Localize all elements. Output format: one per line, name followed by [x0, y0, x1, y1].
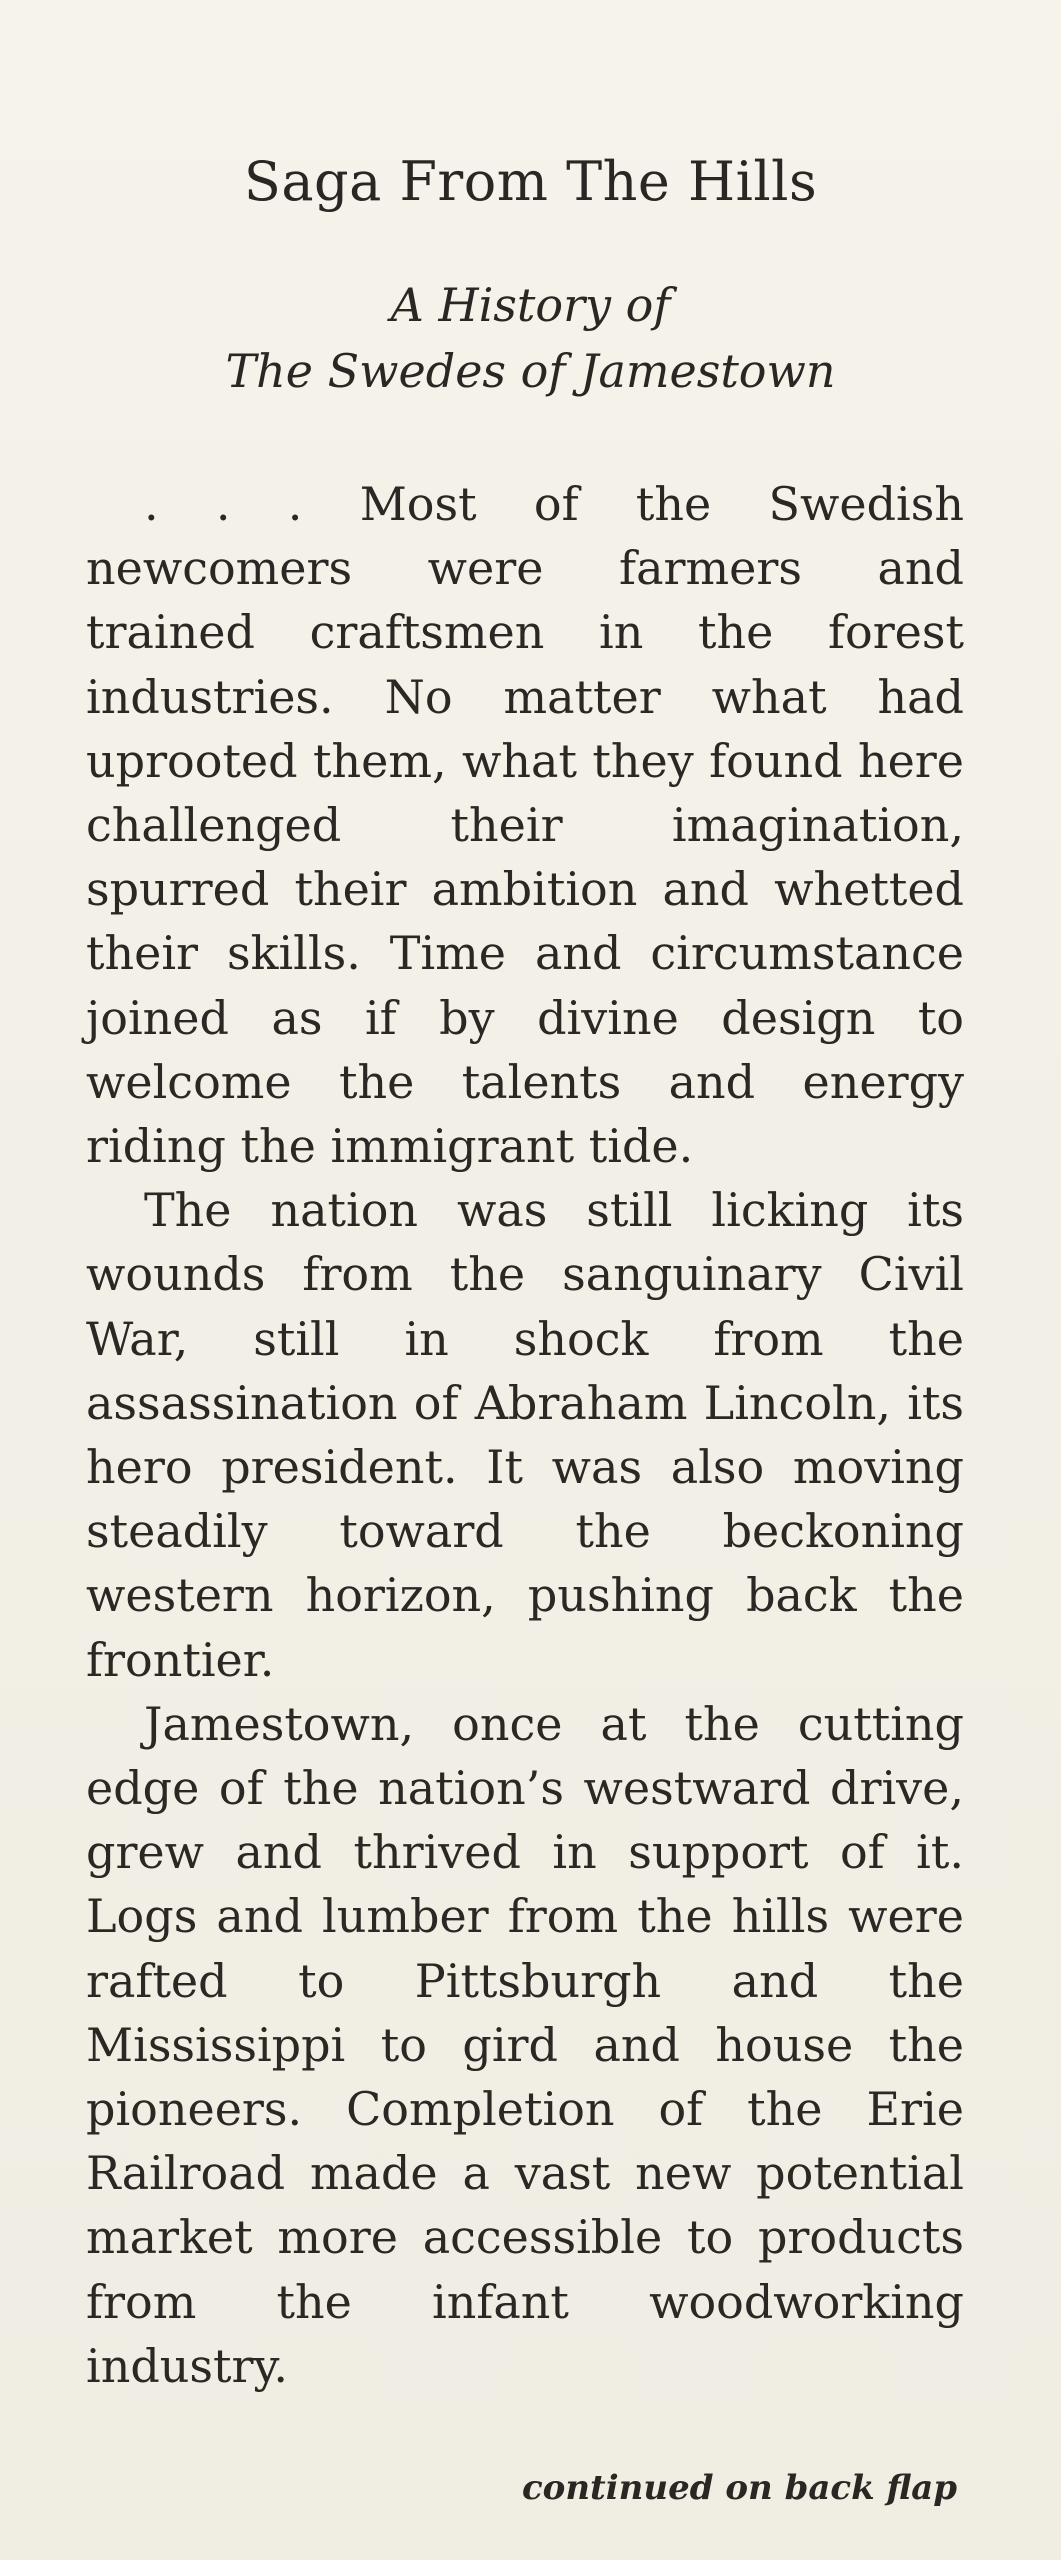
book-title: Saga From The Hills [243, 150, 818, 213]
subtitle-line-1: A History of [390, 278, 671, 332]
paragraph-3: Jamestown, once at the cutting edge of the nation’s westward drive, grew and thrived in support of it. Logs and lumber from the hills were rafted to Pittsburgh and the Mississippi to gird and house the pioneers. Completion of the Erie Railroad made a vast new potential market more accessible to products from the infant woodworking industry. [86, 1696, 964, 2393]
book-subtitle [0, 272, 1061, 404]
paragraph-1: . . . Most of the Swedish newcomers were farmers and trained craftsmen in the forest industries. No matter what had uprooted them, what they found here challenged their imagination, spurred their ambition and whetted their skills. Time and circumstance joined as if by divine design to welcome the talents and energy riding the immigrant tide. [86, 477, 964, 1174]
paragraph-2: The nation was still licking its wounds from the sanguinary Civil War, still in shock from the assassination of Abraham Lincoln, its hero president. It was also moving steadily toward the beckoning western horizon, pushing back the frontier. [86, 1183, 964, 1687]
continued-note: continued on back flap [521, 2468, 957, 2508]
flap-body-text [86, 472, 964, 2398]
subtitle-line-2: The Swedes of Jamestown [225, 344, 836, 398]
